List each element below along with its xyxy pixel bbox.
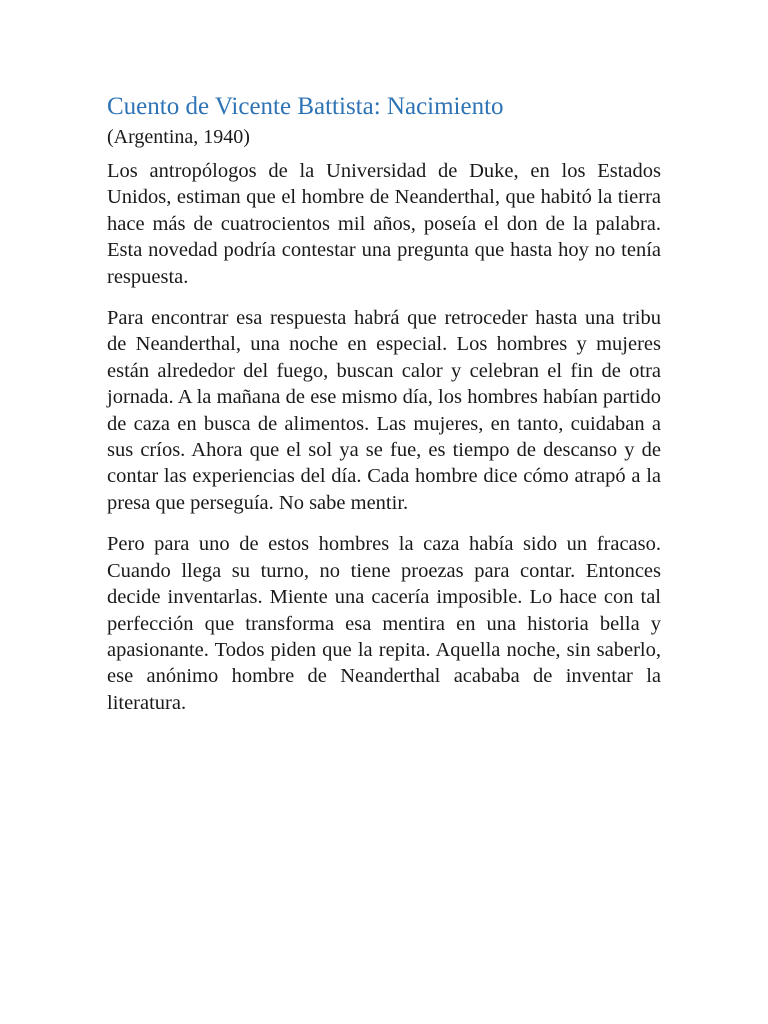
document-subtitle: (Argentina, 1940) xyxy=(107,126,250,148)
paragraph-3: Pero para uno de estos hombres la caza había sido un fracaso. Cuando llega su turno, no tiene proezas para contar. Entonces decide inventarlas. Miente una cacería imposible. Lo hace con tal perfección que transforma esa mentira en una historia bella y apasionante. Todos piden que la repita. Aquella noche, sin saberlo, ese anónimo hombre de Neanderthal acababa de inventar la literatura. xyxy=(107,533,661,714)
paragraph-2: Para encontrar esa respuesta habrá que retroceder hasta una tribu de Neanderthal, una noche en especial. Los hombres y mujeres están alrededor del fuego, buscan calor y celebran el fin de otra jornada. A la mañana de ese mismo día, los hombres habían partido de caza en busca de alimentos. Las mujeres, en tanto, cuidaban a sus críos. Ahora que el sol ya se fue, es tiempo de descanso y de contar las experiencias del día. Cada hombre dice cómo atrapó a la presa que perseguía. No sabe mentir. xyxy=(107,307,661,514)
document-title: Cuento de Vicente Battista: Nacimiento xyxy=(107,93,504,120)
paragraph-1: Los antropólogos de la Universidad de Duke, en los Estados Unidos, estiman que el hombre de Neanderthal, que habitó la tierra hace más de cuatrocientos mil años, poseía el don de la palabra. Esta novedad podría contestar una pregunta que hasta hoy no tenía respuesta. xyxy=(107,160,661,288)
document-page xyxy=(107,90,661,731)
